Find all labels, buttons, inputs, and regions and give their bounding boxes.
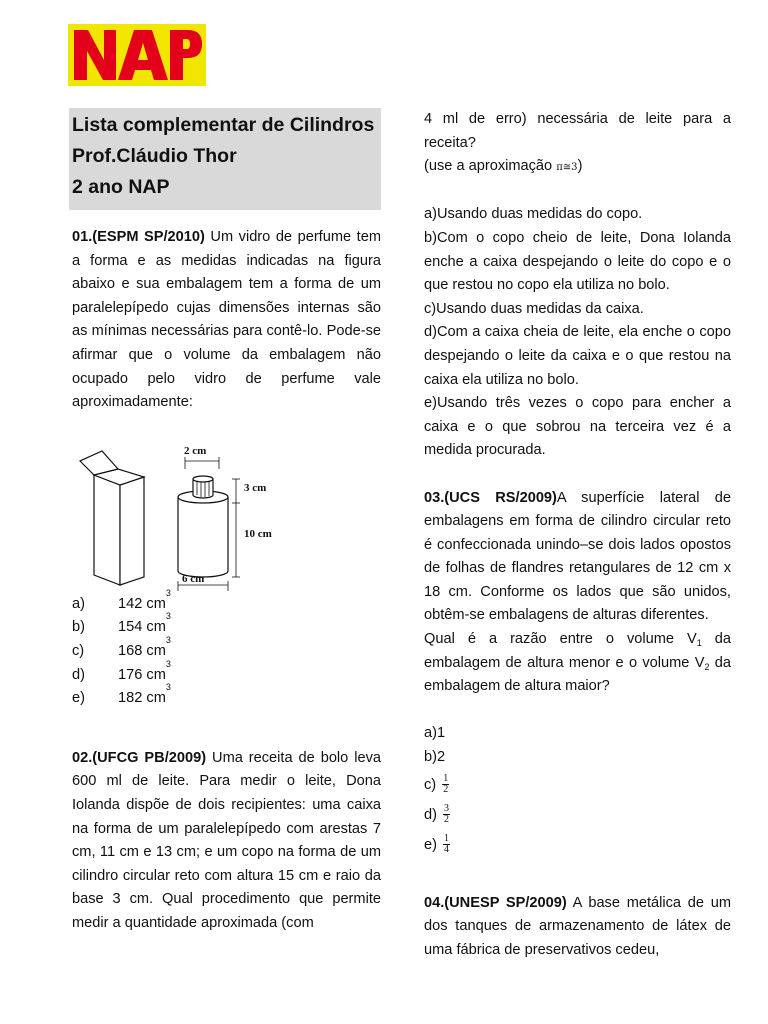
option-d[interactable]: d)Com a caixa cheia de leite, ela enche o copo despejando o leite da caixa e o que restou na caixa ela utiliza no bolo.: [424, 324, 731, 388]
question-1: [72, 226, 381, 415]
question-4: [424, 892, 731, 963]
header-class: 2 ano NAP: [72, 176, 170, 198]
option-d[interactable]: d) 176 cm 3: [72, 658, 171, 683]
option-e[interactable]: e)Usando três vezes o copo para encher a caixa e o que sobrou na terceira vez é a medida procurada.: [424, 395, 731, 459]
label-6cm: 6 cm: [182, 572, 205, 585]
option-e[interactable]: e) 182 cm 3: [72, 682, 171, 707]
question-3-options: [424, 722, 731, 859]
fraction: $\frac{1}{4}$: [444, 833, 450, 856]
option-a[interactable]: a) 142 cm 3: [72, 587, 171, 612]
header-title: Lista complementar de Cilindros: [72, 114, 375, 136]
option-b[interactable]: b)Com o copo cheio de leite, Dona Iolanda enche a caixa despejando o leite do copo e o que restou no copo ela utiliza no bolo.: [424, 229, 731, 294]
question-3-text: A superfície lateral de embalagens em forma de cilindro circular reto é confeccionada unindo–se dois lados opostos de folhas de flandres retangulares de 12 cm x 18 cm. Conforme os lados que são unidos, obtêm-se embalagens de alturas diferentes.: [424, 489, 732, 624]
perfume-figure-drawing: [72, 433, 292, 593]
option-a[interactable]: a)Usando duas medidas do copo.: [424, 206, 643, 223]
question-2-hint: (use a aproximação π≅3): [424, 158, 583, 175]
nap-logo-graphic: [68, 24, 206, 86]
option-d[interactable]: d) $\frac{3}{2}$: [424, 803, 450, 826]
question-2-text: Uma receita de bolo leva 600 ml de leite. Para medir o leite, Dona Iolanda dispõe de dois recipientes: uma caixa na forma de um paralelepípedo com arestas 7 cm, 11 cm e 13 cm; e um copo na forma de um cilindro circular reto com altura 15 cm e raio da base 3 cm. Qual procedimento que permite medir a quantidade aproximada (com: [72, 749, 382, 931]
document-header: [69, 108, 381, 210]
question-2: [72, 747, 381, 936]
fraction: $\frac{3}{2}$: [444, 803, 450, 826]
perfume-figure: [72, 433, 381, 593]
question-4-number: 04.(UNESP SP/2009): [424, 894, 567, 911]
option-b[interactable]: b) 154 cm 3: [72, 611, 171, 636]
option-c[interactable]: c) 168 cm 3: [72, 634, 171, 659]
question-3: [424, 487, 731, 629]
nap-logo: [68, 24, 206, 86]
question-4-text: A base metálica de um dos tanques de armazenamento de látex de uma fábrica de preservativos cedeu,: [424, 894, 731, 958]
question-3-ask: Qual é a razão entre o volume $V_1$ da embalagem de altura menor e o volume $V_2$ da embalagem de altura maior?: [424, 631, 732, 695]
left-column: [72, 108, 381, 935]
question-2-options: [424, 203, 731, 463]
question-2-continued: 4 ml de erro) necessária de leite para a receita?: [424, 111, 731, 151]
option-e[interactable]: e) $\frac{1}{4}$: [424, 833, 450, 856]
right-column: [424, 108, 731, 962]
option-c[interactable]: c) $\frac{1}{2}$: [424, 773, 449, 796]
question-3-number: 03.(UCS RS/2009): [424, 489, 557, 506]
option-c[interactable]: c)Usando duas medidas da caixa.: [424, 300, 644, 317]
option-a[interactable]: a)1: [424, 725, 446, 742]
question-1-number: 01.(ESPM SP/2010): [72, 229, 205, 245]
label-10cm: 10 cm: [244, 527, 272, 540]
label-2cm: 2 cm: [184, 444, 207, 457]
fraction: $\frac{1}{2}$: [443, 773, 449, 796]
label-3cm: 3 cm: [244, 481, 267, 494]
header-teacher: Prof.Cláudio Thor: [72, 145, 237, 167]
question-1-text: Um vidro de perfume tem a forma e as medidas indicadas na figura abaixo e sua embalagem tem a forma de um paralelepípedo cujas dimensões internas são as mínimas necessárias para contê-lo. Pode-se afirmar que o volume da embalagem não ocupado pelo vidro de perfume vale aproximadamente:: [72, 229, 381, 411]
option-b[interactable]: b)2: [424, 749, 446, 766]
question-2-number: 02.(UFCG PB/2009): [72, 749, 207, 766]
question-1-options: [72, 587, 381, 711]
